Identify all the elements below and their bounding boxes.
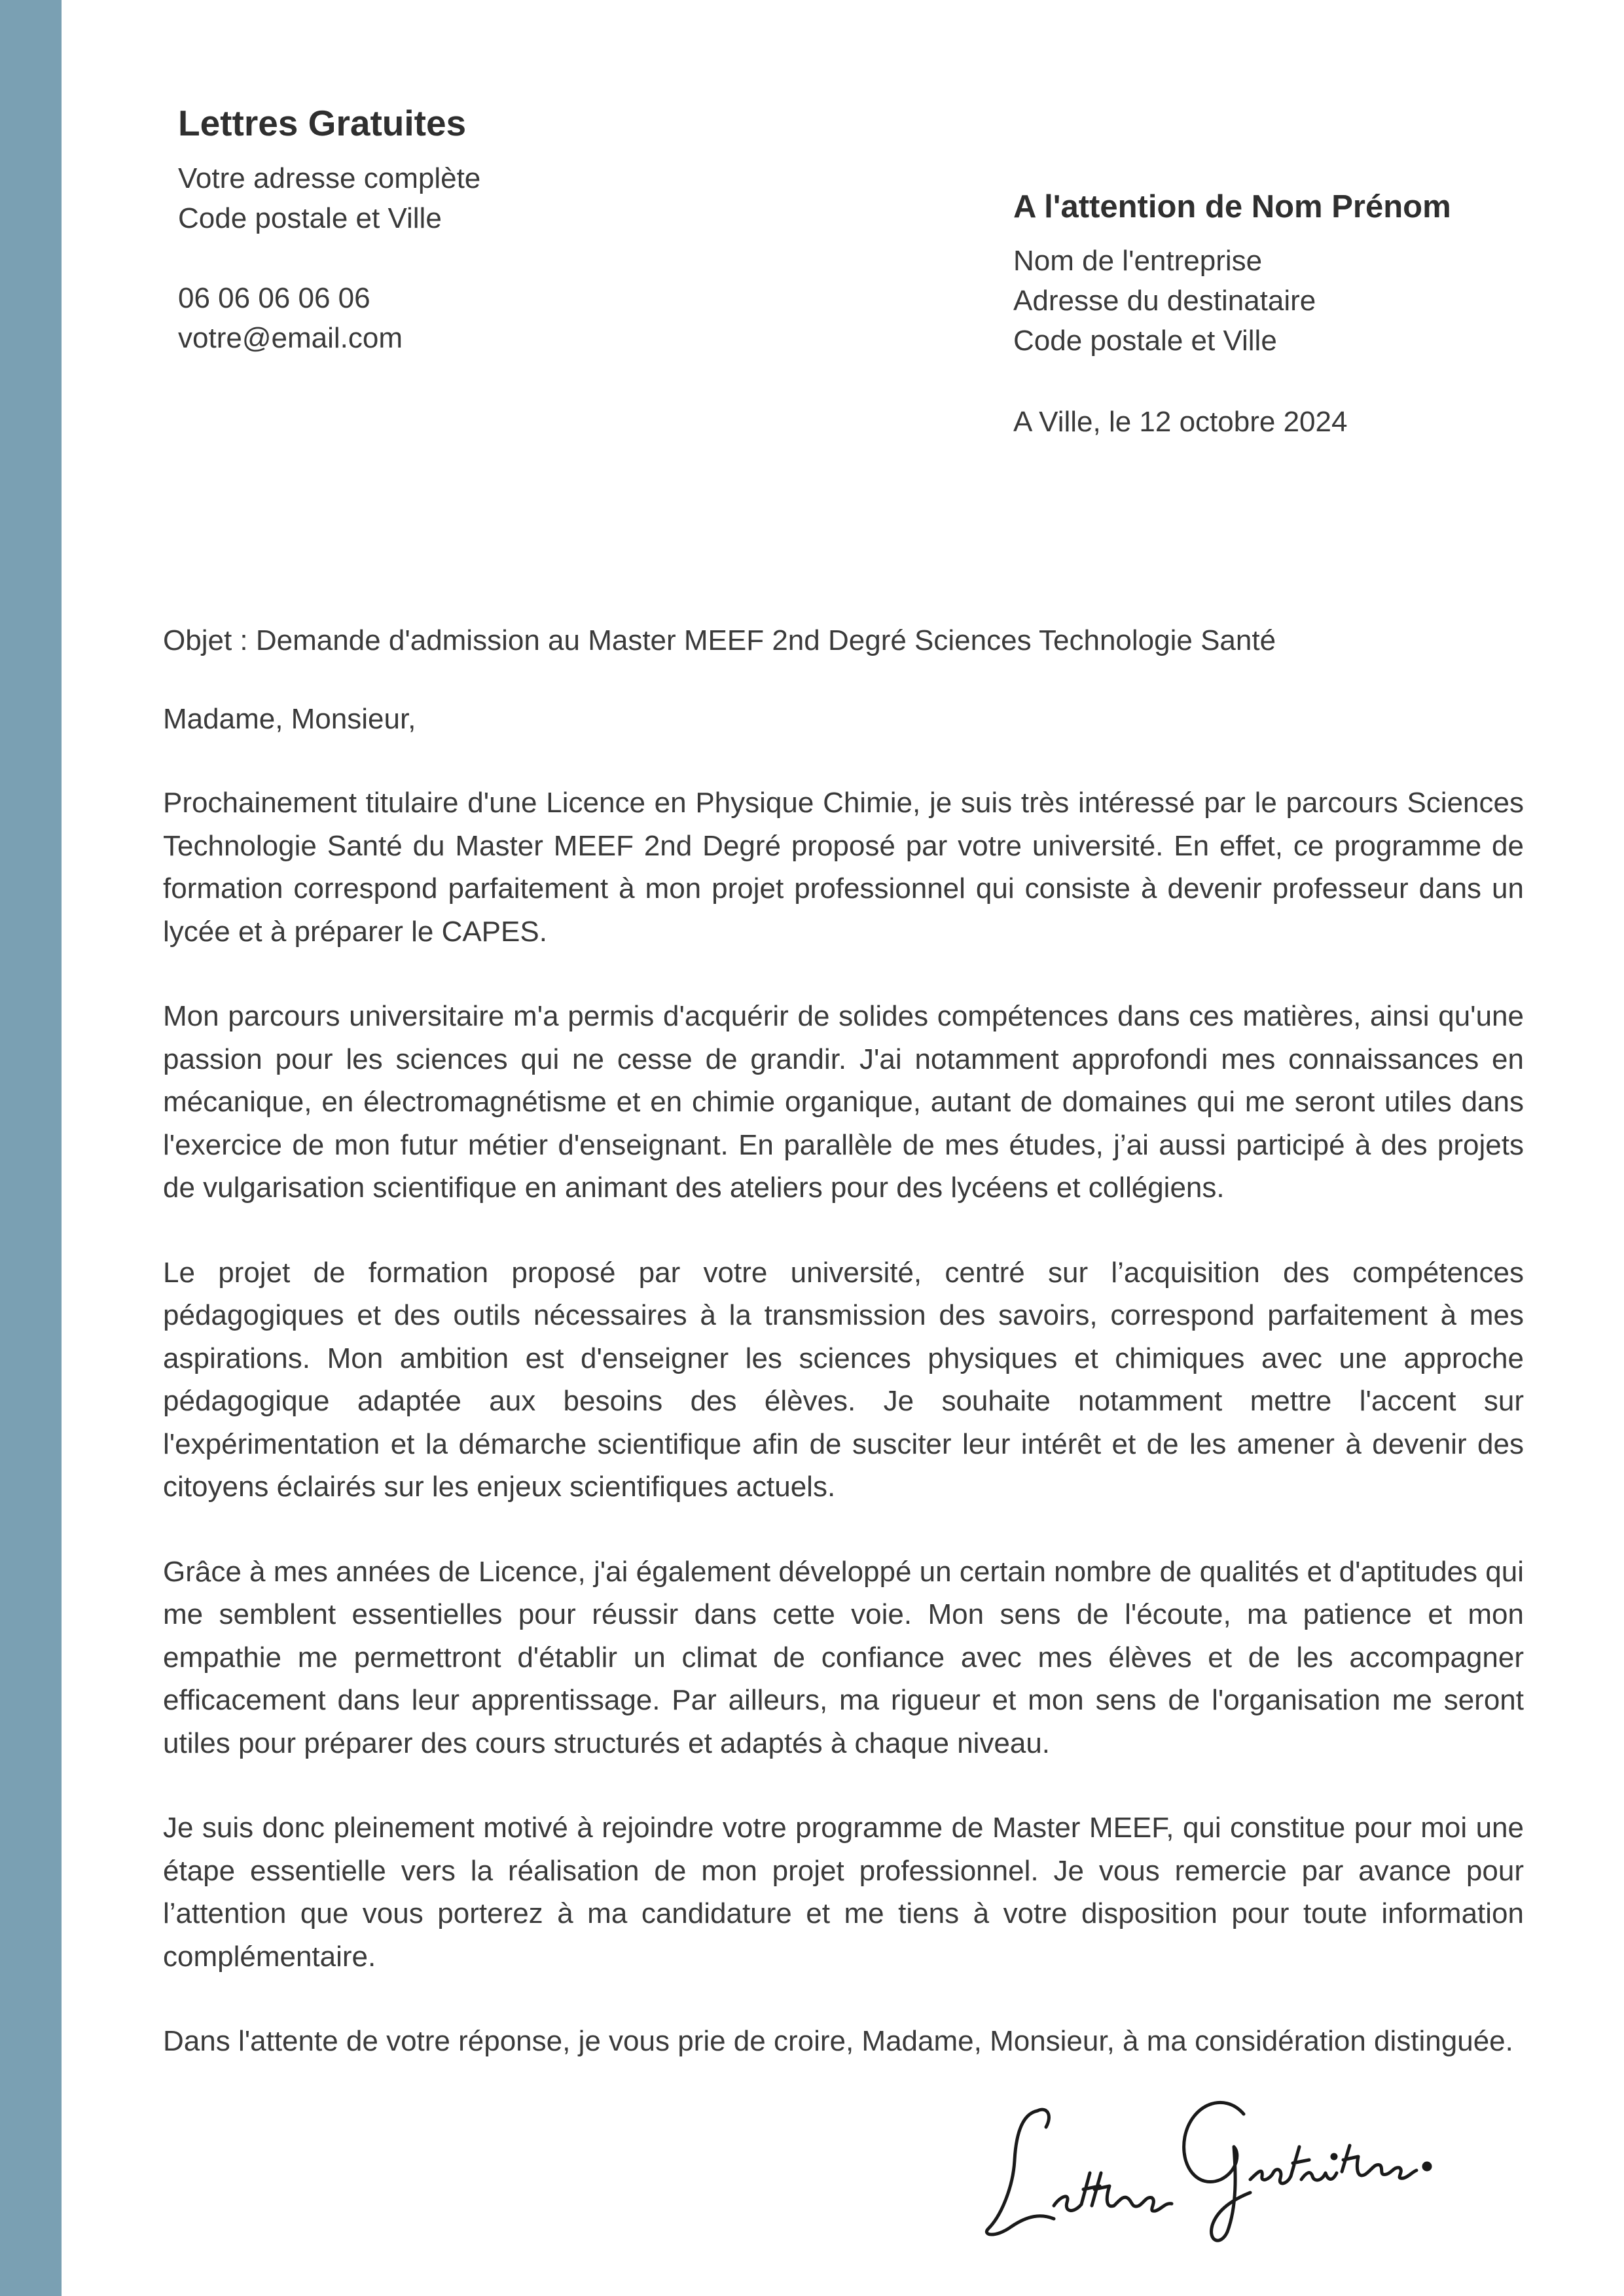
letter-paragraph: Dans l'attente de votre réponse, je vous prie de croire, Madame, Monsieur, à ma considération distinguée. bbox=[163, 2025, 1513, 2057]
recipient-company: Nom de l'entreprise bbox=[1013, 245, 1263, 277]
letter-paragraph: Mon parcours universitaire m'a permis d'acquérir de solides compétences dans ces matières, ainsi qu'une passion pour les sciences qui ne cesse de grandir. J'ai notamment approfondi mes connaissances en mécanique, en électromagnétisme et en chimie organique, autant de domaines qui me seront utiles dans l'exercice de mon futur métier d'enseignant. En parallèle de mes études, j’ai aussi participé à des projets de vulgarisation scientifique en animant des ateliers pour des lycéens et collégiens. bbox=[163, 1000, 1524, 1204]
letter-paragraph: Je suis donc pleinement motivé à rejoindre votre programme de Master MEEF, qui constitue pour moi une étape essentielle vers la réalisation de mon projet professionnel. Je vous remercie par avance pour l’attention que vous porterez à ma candidature et me tiens à votre disposition pour toute information complémentaire. bbox=[163, 1812, 1524, 1973]
side-accent-bar bbox=[0, 0, 62, 2296]
sender-block bbox=[178, 97, 767, 358]
signature-drawing bbox=[975, 2075, 1434, 2245]
sender-spacer bbox=[178, 238, 767, 278]
letter-paragraph: Prochainement titulaire d'une Licence en Physique Chimie, je suis très intéressé par le parcours Sciences Technologie Santé du Master MEEF 2nd Degré proposé par votre université. En effet, ce programme de formation correspond parfaitement à mon projet professionnel qui consiste à devenir professeur dans un lycée et à préparer le CAPES. bbox=[163, 787, 1524, 948]
recipient-block bbox=[1013, 183, 1589, 442]
letter-subject: Objet : Demande d'admission au Master MEEF 2nd Degré Sciences Technologie Santé bbox=[163, 624, 1276, 656]
sender-city: Code postale et Ville bbox=[178, 202, 442, 234]
sender-phone: 06 06 06 06 06 bbox=[178, 282, 370, 314]
recipient-address: Adresse du destinataire bbox=[1013, 285, 1316, 317]
letter-salutation: Madame, Monsieur, bbox=[163, 703, 416, 735]
letter-body bbox=[163, 620, 1524, 2105]
recipient-spacer bbox=[1013, 361, 1589, 402]
letter-paragraph: Grâce à mes années de Licence, j'ai également développé un certain nombre de qualités et d'aptitudes qui me semblent essentielles pour réussir dans cette voie. Mon sens de l'écoute, ma patience et mon empathie me permettront d'établir un climat de confiance avec mes élèves et de les accompagner efficacement dans leur apprentissage. Par ailleurs, ma rigueur et mon sens de l'organisation me seront utiles pour préparer des cours structurés et adaptés à chaque niveau. bbox=[163, 1555, 1524, 1759]
sender-name: Lettres Gratuites bbox=[178, 103, 467, 143]
sender-address: Votre adresse complète bbox=[178, 162, 481, 194]
letter-paragraph: Le projet de formation proposé par votre université, centré sur l’acquisition des compétences pédagogiques et des outils nécessaires à la transmission des savoirs, correspond parfaitement à mes aspirations. Mon ambition est d'enseigner les sciences physiques et chimiques avec une approche pédagogique adaptée aux besoins des élèves. Je souhaite notamment mettre l'accent sur l'expérimentation et la démarche scientifique afin de susciter leur intérêt et de les amener à devenir des citoyens éclairés sur les enjeux scientifiques actuels. bbox=[163, 1256, 1524, 1503]
handwritten-signature bbox=[975, 2075, 1434, 2245]
letter-date: A Ville, le 12 octobre 2024 bbox=[1013, 406, 1348, 438]
recipient-city: Code postale et Ville bbox=[1013, 325, 1277, 357]
sender-email: votre@email.com bbox=[178, 322, 403, 354]
recipient-title: A l'attention de Nom Prénom bbox=[1013, 189, 1451, 224]
